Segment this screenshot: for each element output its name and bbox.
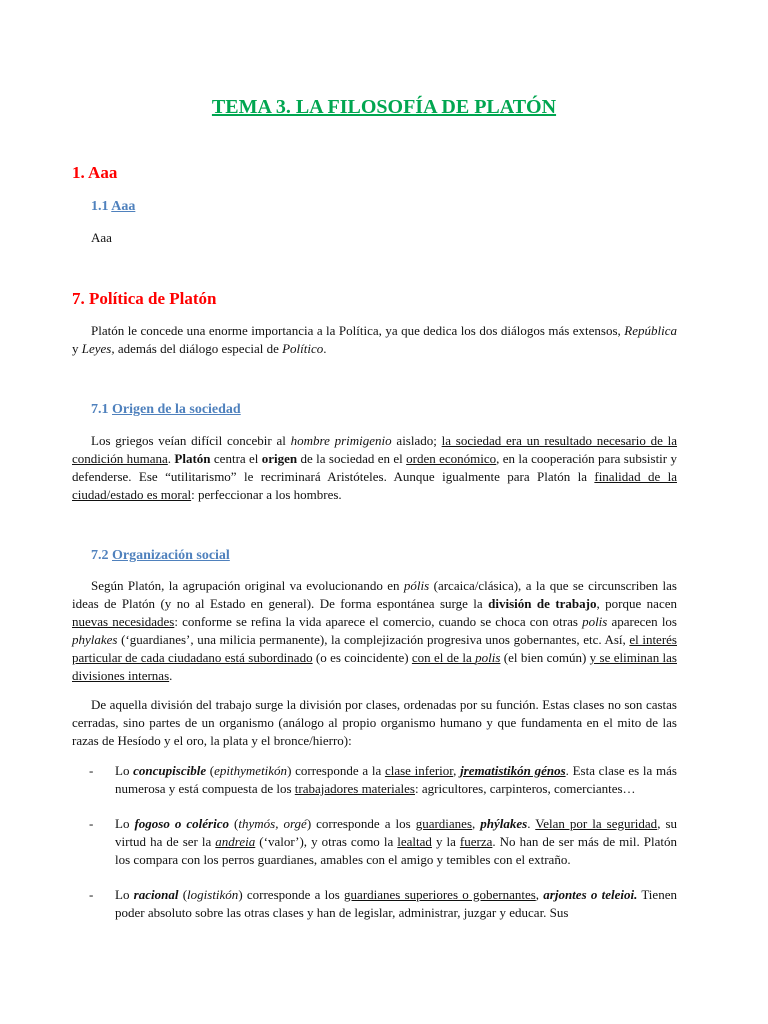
subsection-heading-7-2 [91,548,230,564]
paragraph-aaa: Aaa [91,230,112,245]
subsection-heading-1-1 [91,199,135,215]
paragraph-clases: De aquella división del trabajo surge la división por clases, ordenadas por su función. Estas clases no son castas cerradas, sino partes de un organismo (análogo al propio organismo humano y que fundamenta en el mito de las razas de Hesíodo y el oro, la plata y el bronce/hierro): [72,697,677,748]
subsection-title: Aaa [111,199,136,214]
subsection-title: Organización social [112,548,230,563]
subsection-heading-7-1 [91,402,241,418]
section-heading-7: 7. Política de Platón [72,289,217,308]
subsection-number: 1.1 [91,199,109,214]
list-item: - Lo racional (logistikón) corresponde a los guardianes superiores o gobernantes, arjontes o teleioi. Tienen poder absoluto sobre las otras clases y han de legislar, administrar, juzgar y educar. Sus [89,887,677,920]
subsection-number: 7.1 [91,402,109,417]
paragraph-origen: Los griegos veían difícil concebir al hombre primigenio aislado; la sociedad era un resultado necesario de la condición humana. Platón centra el origen de la sociedad en el orden económico, en la cooperación para subsistir y defenderse. Ese “utilitarismo” le recriminará Aristóteles. Aunque igualmente para Platón la finalidad de la ciudad/estado es moral: perfeccionar a los hombres. [72,433,678,502]
paragraph-organizacion: Según Platón, la agrupación original va evolucionando en pólis (arcaica/clásica), a la que se circunscriben las ideas de Platón (y no al Estado en general). De forma espontánea surge la división de trabajo, porque nacen nuevas necesidades: conforme se refina la vida aparece el comercio, cuando se choca con otras polis aparecen los phylakes (‘guardianes’, una milicia permanente), la complejización progresiva unos gobernantes, etc. Así, el interés particular de cada ciudadano está subordinado (o es coincidente) con el de la polis (el bien común) y se eliminan las divisiones internas. [72,578,677,683]
list-item: - Lo fogoso o colérico (thymós, orgé) corresponde a los guardianes, phýlakes. Velan por la seguridad, su virtud ha de ser la andreia (‘valor’), y otras como la lealtad y la fuerza. No han de ser más de mil. Platón los compara con los perros guardianes, amables con el amigo y temibles con el extraño. [89,816,678,867]
list-item: - Lo concupiscible (epithymetikón) corresponde a la clase inferior, jrematistikón génos. Esta clase es la más numerosa y está compuesta de los trabajadores materiales: agricultores, carpinteros, comerciantes… [89,763,677,796]
paragraph-intro: Platón le concede una enorme importancia a la Política, ya que dedica los dos diálogos más extensos, República y Leyes, además del diálogo especial de Político. [72,323,677,356]
page-title: TEMA 3. LA FILOSOFÍA DE PLATÓN [211,96,557,118]
section-heading-1: 1. Aaa [72,163,118,182]
subsection-number: 7.2 [91,548,109,563]
subsection-title: Origen de la sociedad [112,402,241,417]
